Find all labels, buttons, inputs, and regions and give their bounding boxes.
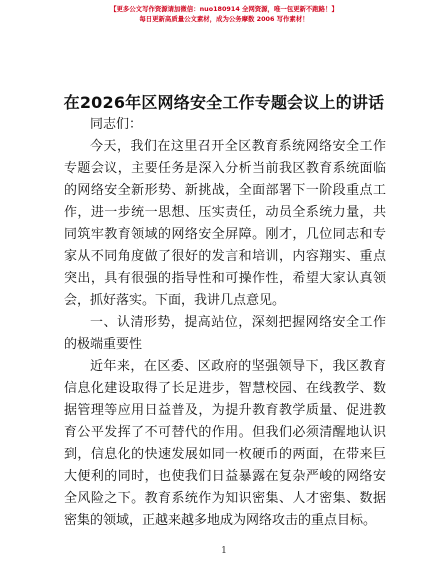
document-body — [64, 114, 386, 532]
page-number: 1 — [221, 546, 227, 556]
promo-banner-line-1: 【更多公文写作资源请加微信：nuo180914 全网资源，唯一包更新不跑路！】 — [110, 5, 338, 13]
salutation: 同志们： — [90, 117, 143, 132]
paragraph-body: 近年来，在区委、区政府的坚强领导下，我区教育信息化建设取得了长足进步，智慧校园、在线教学、数据管理等应用日益普及，为提升教育教学质量、促进教育公平发挥了不可替代的作用。但我们必须清醒地认识到，信息化的快速发展如同一枚硬币的两面，在带来巨大便利的同时，也使我们日益暴露在复杂严峻的网络安全风险之下。教育系统作为知识密集、人才密集、数据密集的领域，正越来越多地成为网络攻击的重点目标。 — [64, 359, 386, 528]
section-heading-1: 一、认清形势，提高站位，深刻把握网络安全工作的极端重要性 — [64, 315, 386, 352]
promo-banner — [0, 4, 448, 24]
promo-banner-line-2: 每日更新高质量公文素材，成为公务摩数 2006 写作素材！ — [139, 15, 309, 23]
document-title: 在2026年区网络安全工作专题会议上的讲话 — [63, 93, 385, 112]
paragraph-intro: 今天，我们在这里召开全区教育系统网络安全工作专题会议，主要任务是深入分析当前我区教育系统面临的网络安全新形势、新挑战，全面部署下一阶段重点工作，进一步统一思想、压实责任，动员全系统力量，共同筑牢教育领域的网络安全屏障。刚才，几位同志和专家从不同角度做了很好的发言和培训，内容翔实、重点突出，具有很强的指导性和可操作性，希望大家认真领会，抓好落实。下面，我讲几点意见。 — [64, 139, 386, 308]
